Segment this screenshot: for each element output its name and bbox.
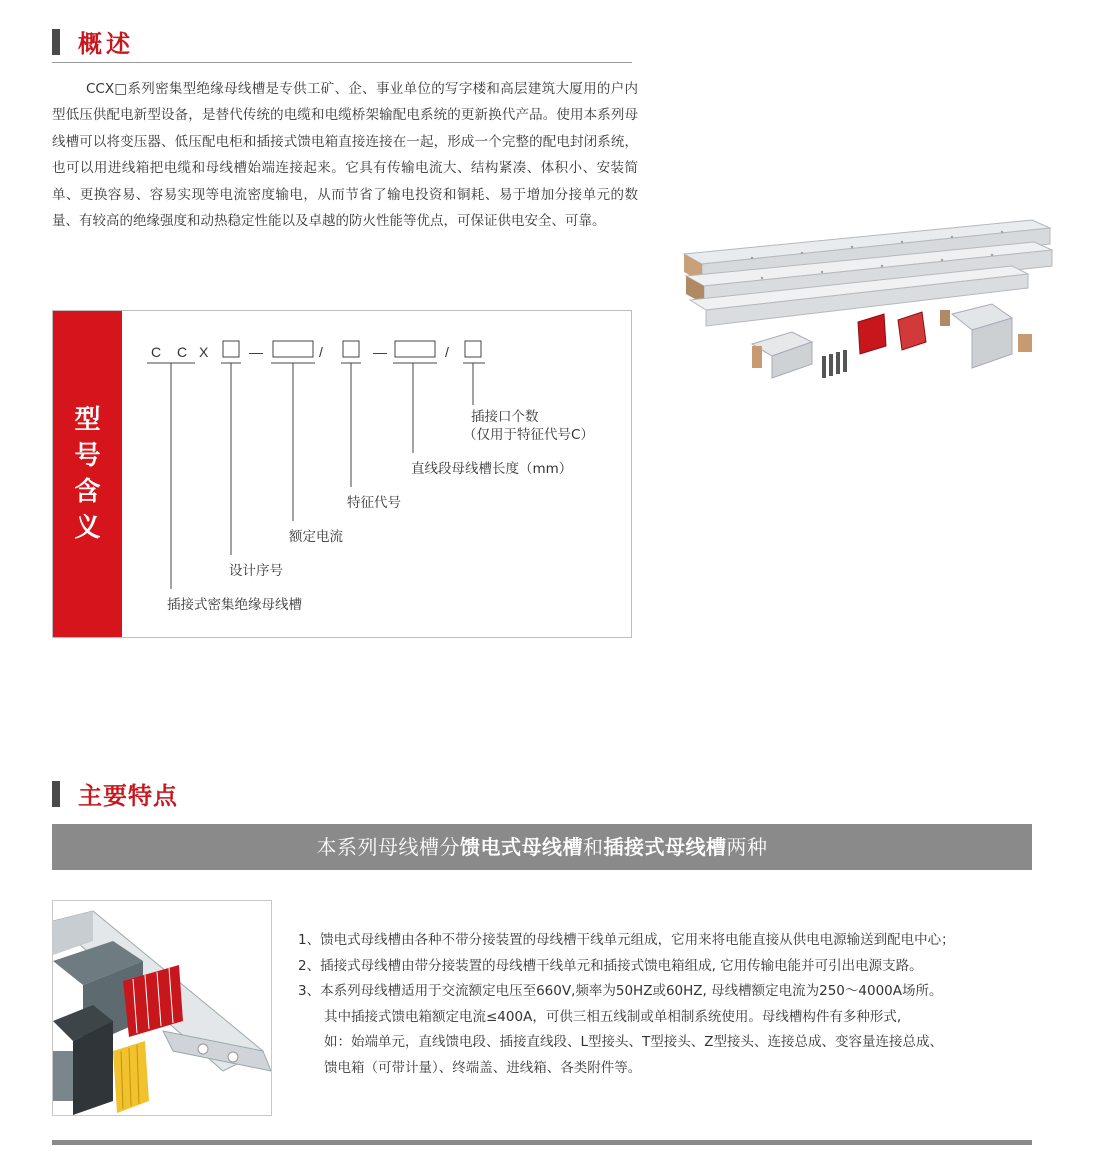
label-plug-count-note: （仅用于特征代号C） <box>463 427 594 443</box>
code-slash-2: / <box>445 344 449 360</box>
busway-section-image <box>52 900 272 1116</box>
label-design-no: 设计序号 <box>229 563 283 579</box>
code-char-c2: C <box>177 344 188 360</box>
model-meaning-box <box>52 310 632 638</box>
bottom-divider <box>52 1140 1032 1145</box>
code-box-feature <box>343 341 359 357</box>
code-char-c1: C <box>151 344 162 360</box>
feature-item-2: 2、插接式母线槽由带分接装置的母线槽干线单元和插接式馈电箱组成, 它用传输电能并可引出电源支路。 <box>298 957 923 974</box>
features-title: 主要特点 <box>78 782 178 810</box>
section-marker <box>52 781 60 807</box>
code-dash-2: — <box>373 344 387 360</box>
overview-title: 概述 <box>78 30 134 58</box>
label-plug-count: 插接口个数 <box>471 409 539 425</box>
label-length: 直线段母线槽长度（mm） <box>411 461 573 477</box>
section-marker <box>52 29 60 55</box>
feature-item-3-cont-1: 其中插接式馈电箱额定电流≤400A，可供三相五线制或单相制系统使用。母线槽构件有多种形式, <box>324 1008 902 1025</box>
busway-product-image <box>672 214 1062 394</box>
code-box-current <box>273 341 313 357</box>
band-bold-feeder: 馈电式母线槽 <box>460 835 583 859</box>
feature-item-1: 1、馈电式母线槽由各种不带分接装置的母线槽干线单元组成，它用来将电能直接从供电电源输送到配电中心； <box>298 932 955 948</box>
code-dash-1: — <box>249 344 263 360</box>
band-text-mid: 和 <box>583 835 604 859</box>
feature-item-3-cont-2: 如：始端单元，直线馈电段、插接直线段、L型接头、T型接头、Z型接头、连接总成、变容量连接总成、 <box>324 1034 944 1051</box>
band-text-pre: 本系列母线槽分 <box>316 835 460 859</box>
model-side-title: 型号含义 <box>74 405 101 543</box>
label-feature: 特征代号 <box>347 495 401 511</box>
label-type-name: 插接式密集绝缘母线槽 <box>167 597 302 613</box>
code-char-x: X <box>199 344 209 360</box>
code-box-design <box>223 341 239 357</box>
features-header <box>52 776 178 811</box>
code-slash-1: / <box>319 344 323 360</box>
band-text-post: 两种 <box>726 835 768 859</box>
overview-divider <box>52 62 632 63</box>
overview-paragraph: CCX□系列密集型绝缘母线槽是专供工矿、企、事业单位的写字楼和高层建筑大厦用的户内型低压供配电新型设备，是替代传统的电缆和电缆桥架输配电系统的更新换代产品。使用本系列母线槽可以将变压器、低压配电柜和插接式馈电箱直接连接在一起，形成一个完整的配电封闭系统，也可以用进线箱把电缆和母线槽始端连接起来。它具有传输电流大、结构紧凑、体积小、安装简单、更换容易、容易实现等电流密度输电，从而节省了输电投资和铜耗、易于增加分接单元的数量、有较高的绝缘强度和动热稳定性能以及卓越的防火性能等优点，可保证供电安全、可靠。 <box>52 81 638 230</box>
model-code-diagram <box>53 311 631 637</box>
feature-item-3: 3、本系列母线槽适用于交流额定电压至660V,频率为50HZ或60HZ, 母线槽额定电流为250～4000A场所。 <box>298 983 943 1000</box>
code-box-length <box>395 341 435 357</box>
code-box-plug <box>465 341 481 357</box>
overview-header <box>52 24 134 59</box>
band-bold-plugin: 插接式母线槽 <box>603 835 727 859</box>
features-list <box>298 928 1038 1082</box>
feature-item-3-cont-3: 馈电箱（可带计量）、终端盖、进线箱、各类附件等。 <box>324 1059 642 1076</box>
features-band <box>52 824 1032 870</box>
label-rated-current: 额定电流 <box>289 529 343 545</box>
